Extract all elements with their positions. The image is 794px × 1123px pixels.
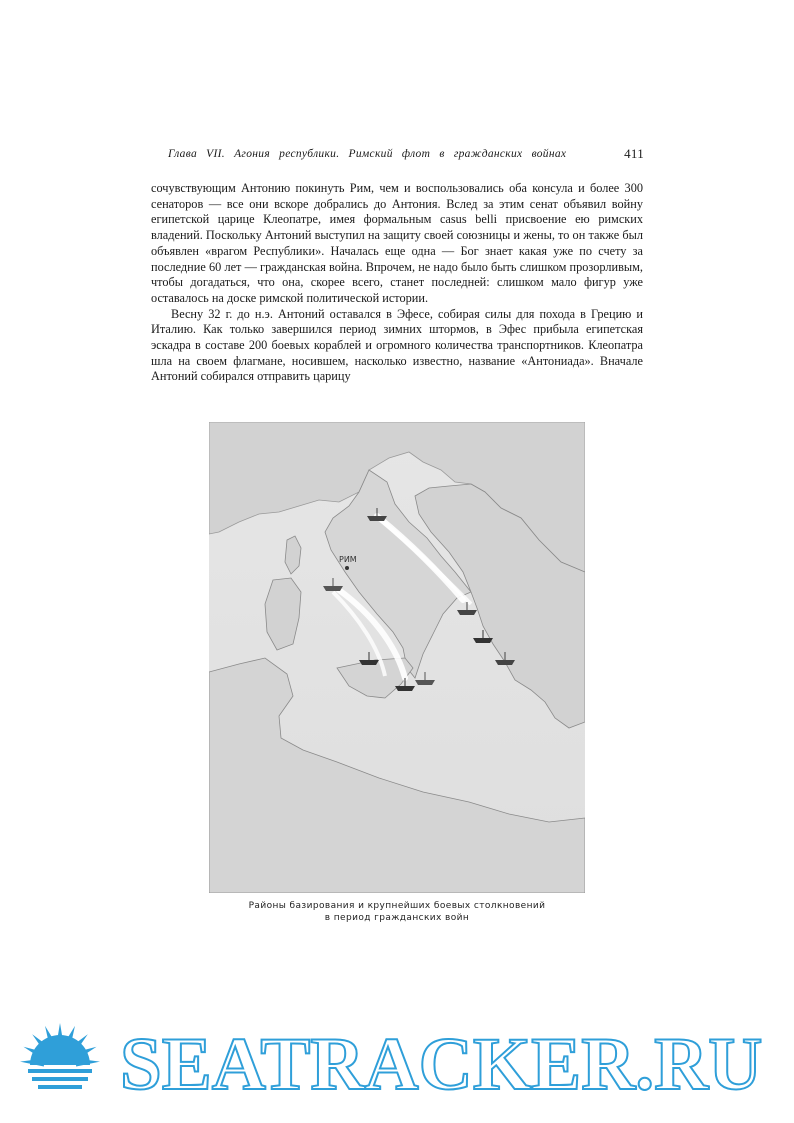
body-text <box>151 181 643 385</box>
caption-line-2: в период гражданских войн <box>324 913 470 923</box>
caption-line-1: Районы базирования и крупнейших боевых столкновений <box>248 901 546 911</box>
paragraph-2: Весну 32 г. до н.э. Антоний оставался в Эфесе, собирая силы для похода в Грецию и Италию. Как только завершился период зимних штормов, в Эфес прибыла египетская эскадра в составе 200 боевых кораблей и огромного количества транспортников. Клеопатра шла на своем флагмане, носившем, насколько известно, название «Антониада». Вначале Антоний собирался отправить царицу <box>151 306 643 384</box>
map-figure <box>209 422 585 893</box>
page-number: 411 <box>624 146 644 161</box>
rome-marker <box>345 566 349 570</box>
watermark <box>0 1003 794 1123</box>
sun-logo-icon <box>0 1003 120 1123</box>
watermark-text: SEATRACKER.RU <box>120 1023 763 1106</box>
map-illustration <box>209 422 585 893</box>
figure-caption <box>209 900 585 924</box>
paragraph-1: сочувствующим Антонию покинуть Рим, чем и воспользовались оба консула и более 300 сенаторов — все они вскоре добрались до Антония. Вслед за этим сенат объявил войну египетской царице Клеопатре, имея формальным casus belli присвоение ею римских владений. Поскольку Антоний выступил на защиту своей союзницы и жены, то он также был объявлен «врагом Республики». Началась еще одна — Бог знает какая уже по счету за последние 60 лет — гражданская война. Впрочем, не надо было быть слишком прозорливым, чтобы догадаться, что она, скорее всего, станет последней: слишком мало фигур уже оставалось на доске римской политической истории. <box>151 181 643 305</box>
rome-label: РИМ <box>339 555 357 564</box>
running-title: Глава VII. Агония республики. Римский флот в гражданских войнах <box>168 148 567 160</box>
running-header <box>168 146 644 164</box>
